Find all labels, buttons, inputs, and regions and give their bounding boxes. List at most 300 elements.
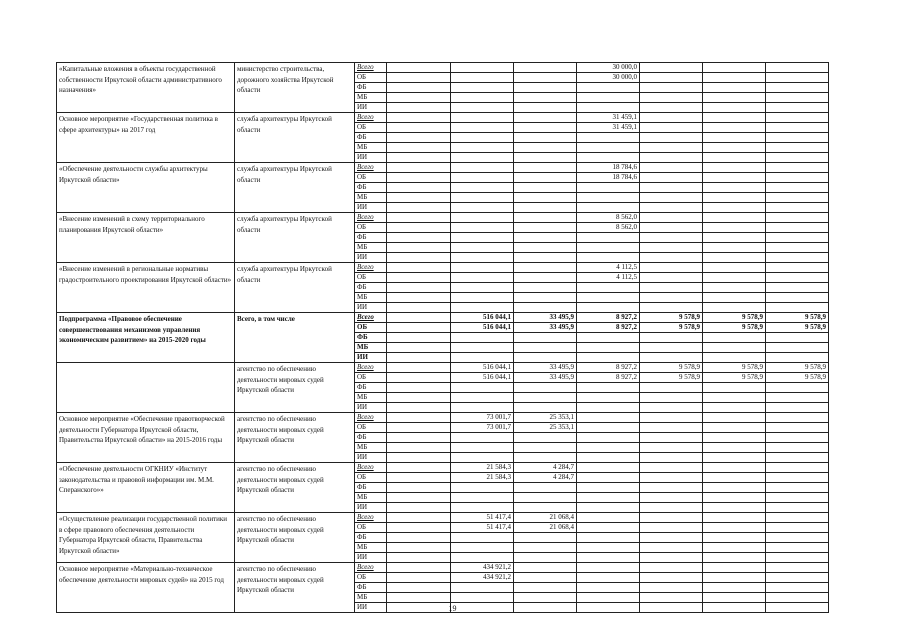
amount-cell: 33 495,9: [514, 373, 577, 383]
amount-cell: [514, 443, 577, 453]
amount-cell: [577, 353, 640, 363]
amount-cell: [387, 123, 451, 133]
amount-cell: [703, 353, 766, 363]
funding-source-cell: ФБ: [355, 283, 387, 293]
funding-source-cell: МБ: [355, 93, 387, 103]
amount-cell: [703, 573, 766, 583]
amount-cell: [640, 583, 703, 593]
amount-cell: 33 495,9: [514, 323, 577, 333]
amount-cell: [703, 513, 766, 523]
funding-source-cell: ИИ: [355, 503, 387, 513]
amount-cell: [451, 593, 514, 603]
amount-cell: [703, 83, 766, 93]
funding-source-cell: ОБ: [355, 573, 387, 583]
executor-cell: агентство по обеспечению деятельности мировых судей Иркутской области: [235, 463, 355, 513]
executor-cell: служба архитектуры Иркутской области: [235, 113, 355, 163]
amount-cell: [514, 283, 577, 293]
activity-name-cell: Основное мероприятие «Материально-техническое обеспечение деятельности мировых судей» на 2015 год: [57, 563, 235, 613]
amount-cell: 9 578,9: [766, 313, 829, 323]
amount-cell: [703, 403, 766, 413]
amount-cell: [387, 333, 451, 343]
amount-cell: [514, 73, 577, 83]
amount-cell: [577, 533, 640, 543]
amount-cell: [514, 183, 577, 193]
amount-cell: [577, 233, 640, 243]
amount-cell: [451, 333, 514, 343]
table-row: [57, 263, 892, 273]
amount-cell: [387, 463, 451, 473]
funding-source-cell: ФБ: [355, 83, 387, 93]
amount-cell: [577, 513, 640, 523]
amount-cell: [577, 543, 640, 553]
funding-source-cell: МБ: [355, 143, 387, 153]
funding-source-cell: ОБ: [355, 223, 387, 233]
amount-cell: [387, 303, 451, 313]
amount-cell: [451, 443, 514, 453]
amount-cell: [451, 213, 514, 223]
amount-cell: 9 578,9: [766, 373, 829, 383]
amount-cell: [766, 73, 829, 83]
amount-cell: [514, 143, 577, 153]
amount-cell: [766, 173, 829, 183]
amount-cell: [640, 63, 703, 73]
amount-cell: [766, 563, 829, 573]
amount-cell: [640, 203, 703, 213]
amount-cell: [387, 73, 451, 83]
amount-cell: [577, 303, 640, 313]
amount-cell: [387, 423, 451, 433]
amount-cell: [640, 133, 703, 143]
amount-cell: [577, 483, 640, 493]
funding-source-cell: ФБ: [355, 433, 387, 443]
amount-cell: [766, 473, 829, 483]
amount-cell: [387, 283, 451, 293]
amount-cell: [703, 193, 766, 203]
amount-cell: [577, 523, 640, 533]
amount-cell: [640, 183, 703, 193]
amount-cell: [387, 543, 451, 553]
amount-cell: [514, 103, 577, 113]
amount-cell: [387, 163, 451, 173]
amount-cell: [387, 563, 451, 573]
amount-cell: [577, 203, 640, 213]
amount-cell: [514, 303, 577, 313]
amount-cell: [577, 573, 640, 583]
amount-cell: 516 044,1: [451, 363, 514, 373]
funding-source-cell: ОБ: [355, 123, 387, 133]
amount-cell: [703, 73, 766, 83]
amount-cell: [766, 103, 829, 113]
amount-cell: [387, 103, 451, 113]
amount-cell: 73 001,7: [451, 423, 514, 433]
amount-cell: [577, 593, 640, 603]
amount-cell: [703, 473, 766, 483]
funding-source-cell: МБ: [355, 193, 387, 203]
amount-cell: [387, 513, 451, 523]
amount-cell: 25 353,1: [514, 413, 577, 423]
amount-cell: [387, 133, 451, 143]
amount-cell: [766, 223, 829, 233]
amount-cell: [766, 543, 829, 553]
amount-cell: [514, 63, 577, 73]
activity-name-cell: [57, 363, 235, 413]
amount-cell: [514, 403, 577, 413]
amount-cell: [514, 503, 577, 513]
funding-source-cell: Всего: [355, 263, 387, 273]
amount-cell: [451, 453, 514, 463]
amount-cell: [387, 443, 451, 453]
funding-source-cell: ОБ: [355, 423, 387, 433]
amount-cell: 9 578,9: [640, 313, 703, 323]
amount-cell: [640, 293, 703, 303]
executor-cell: Всего, в том числе: [235, 313, 355, 363]
amount-cell: 21 068,4: [514, 523, 577, 533]
amount-cell: 4 284,7: [514, 463, 577, 473]
funding-source-cell: Всего: [355, 513, 387, 523]
amount-cell: [766, 63, 829, 73]
amount-cell: [387, 493, 451, 503]
amount-cell: [703, 493, 766, 503]
amount-cell: [766, 483, 829, 493]
amount-cell: [451, 253, 514, 263]
amount-cell: [514, 223, 577, 233]
amount-cell: [766, 383, 829, 393]
amount-cell: 9 578,9: [640, 373, 703, 383]
amount-cell: [451, 353, 514, 363]
amount-cell: [451, 173, 514, 183]
amount-cell: [766, 243, 829, 253]
amount-cell: 4 112,5: [577, 263, 640, 273]
amount-cell: 21 068,4: [514, 513, 577, 523]
amount-cell: 8 927,2: [577, 323, 640, 333]
amount-cell: [640, 83, 703, 93]
funding-source-cell: Всего: [355, 363, 387, 373]
amount-cell: [451, 73, 514, 83]
amount-cell: 516 044,1: [451, 373, 514, 383]
amount-cell: [640, 253, 703, 263]
funding-source-cell: Всего: [355, 313, 387, 323]
amount-cell: [577, 183, 640, 193]
funding-source-cell: ИИ: [355, 403, 387, 413]
amount-cell: [387, 453, 451, 463]
amount-cell: 21 584,3: [451, 463, 514, 473]
funding-source-cell: МБ: [355, 443, 387, 453]
amount-cell: [577, 133, 640, 143]
amount-cell: [514, 93, 577, 103]
executor-cell: служба архитектуры Иркутской области: [235, 213, 355, 263]
amount-cell: [451, 533, 514, 543]
amount-cell: [451, 103, 514, 113]
amount-cell: 21 584,3: [451, 473, 514, 483]
amount-cell: [577, 553, 640, 563]
amount-cell: [514, 213, 577, 223]
amount-cell: [703, 463, 766, 473]
amount-cell: [387, 353, 451, 363]
amount-cell: [766, 573, 829, 583]
funding-source-cell: Всего: [355, 63, 387, 73]
amount-cell: [387, 533, 451, 543]
amount-cell: [577, 413, 640, 423]
funding-source-cell: ИИ: [355, 303, 387, 313]
amount-cell: [703, 563, 766, 573]
amount-cell: [577, 193, 640, 203]
amount-cell: [640, 233, 703, 243]
amount-cell: [703, 303, 766, 313]
amount-cell: [766, 493, 829, 503]
amount-cell: [766, 353, 829, 363]
activity-name-cell: Основное мероприятие «Государственная политика в сфере архитектуры» на 2017 год: [57, 113, 235, 163]
amount-cell: [451, 133, 514, 143]
amount-cell: [640, 563, 703, 573]
amount-cell: [640, 193, 703, 203]
amount-cell: [640, 113, 703, 123]
amount-cell: [577, 403, 640, 413]
amount-cell: [387, 433, 451, 443]
funding-source-cell: Всего: [355, 463, 387, 473]
amount-cell: [387, 473, 451, 483]
amount-cell: [766, 183, 829, 193]
amount-cell: [766, 163, 829, 173]
amount-cell: [640, 503, 703, 513]
amount-cell: [514, 263, 577, 273]
amount-cell: [577, 393, 640, 403]
amount-cell: [387, 153, 451, 163]
amount-cell: [766, 253, 829, 263]
amount-cell: [387, 223, 451, 233]
amount-cell: [640, 153, 703, 163]
amount-cell: 9 578,9: [766, 323, 829, 333]
amount-cell: 33 495,9: [514, 363, 577, 373]
amount-cell: [577, 83, 640, 93]
amount-cell: [766, 393, 829, 403]
amount-cell: [640, 453, 703, 463]
amount-cell: [451, 433, 514, 443]
amount-cell: [703, 163, 766, 173]
amount-cell: [640, 303, 703, 313]
activity-name-cell: «Обеспечение деятельности службы архитектуры Иркутской области»: [57, 163, 235, 213]
amount-cell: [640, 143, 703, 153]
table-row: [57, 413, 892, 423]
amount-cell: 18 784,6: [577, 173, 640, 183]
amount-cell: [387, 293, 451, 303]
amount-cell: [766, 443, 829, 453]
executor-cell: служба архитектуры Иркутской области: [235, 263, 355, 313]
executor-cell: служба архитектуры Иркутской области: [235, 163, 355, 213]
activity-name-cell: «Внесение изменений в схему территориального планирования Иркутской области»: [57, 213, 235, 263]
funding-source-cell: Всего: [355, 413, 387, 423]
amount-cell: [514, 173, 577, 183]
amount-cell: [703, 533, 766, 543]
amount-cell: [387, 93, 451, 103]
amount-cell: [514, 353, 577, 363]
amount-cell: [451, 493, 514, 503]
amount-cell: [766, 283, 829, 293]
amount-cell: [387, 483, 451, 493]
amount-cell: [514, 433, 577, 443]
amount-cell: [703, 553, 766, 563]
amount-cell: [577, 293, 640, 303]
table-row: [57, 113, 892, 123]
amount-cell: [387, 183, 451, 193]
amount-cell: [766, 413, 829, 423]
amount-cell: [577, 503, 640, 513]
funding-source-cell: ОБ: [355, 523, 387, 533]
amount-cell: [577, 283, 640, 293]
activity-name-cell: «Внесение изменений в региональные нормативы градостроительного проектирования Иркутской области»: [57, 263, 235, 313]
table-row: [57, 463, 892, 473]
table-row: [57, 163, 892, 173]
amount-cell: [514, 583, 577, 593]
amount-cell: [514, 113, 577, 123]
amount-cell: [451, 343, 514, 353]
amount-cell: [577, 93, 640, 103]
amount-cell: 8 562,0: [577, 223, 640, 233]
amount-cell: [703, 113, 766, 123]
amount-cell: [640, 413, 703, 423]
amount-cell: [640, 383, 703, 393]
executor-cell: агентство по обеспечению деятельности мировых судей Иркутской области: [235, 413, 355, 463]
activity-name-cell: «Капитальные вложения в объекты государственной собственности Иркутской области административного назначения»: [57, 63, 235, 113]
amount-cell: [514, 233, 577, 243]
amount-cell: 516 044,1: [451, 313, 514, 323]
amount-cell: [703, 123, 766, 133]
amount-cell: [451, 143, 514, 153]
amount-cell: [766, 273, 829, 283]
funding-source-cell: МБ: [355, 393, 387, 403]
activity-name-cell: Подпрограмма «Правовое обеспечение совершенствования механизмов управления экономическим развитием» на 2015-2020 годы: [57, 313, 235, 363]
amount-cell: [387, 343, 451, 353]
amount-cell: [387, 273, 451, 283]
amount-cell: [514, 123, 577, 133]
funding-source-cell: ОБ: [355, 323, 387, 333]
amount-cell: 434 921,2: [451, 573, 514, 583]
amount-cell: [387, 313, 451, 323]
amount-cell: [451, 243, 514, 253]
amount-cell: [514, 493, 577, 503]
amount-cell: [514, 83, 577, 93]
amount-cell: [451, 83, 514, 93]
amount-cell: [387, 573, 451, 583]
executor-cell: агентство по обеспечению деятельности мировых судей Иркутской области: [235, 363, 355, 413]
amount-cell: [703, 293, 766, 303]
activity-name-cell: Основное мероприятие «Обеспечение правотворческой деятельности Губернатора Иркутской области, Правительства Иркутской области» на 2015-2016 годы: [57, 413, 235, 463]
amount-cell: [766, 463, 829, 473]
amount-cell: [577, 583, 640, 593]
amount-cell: [451, 383, 514, 393]
amount-cell: [387, 233, 451, 243]
amount-cell: [451, 63, 514, 73]
funding-source-cell: ОБ: [355, 273, 387, 283]
amount-cell: [451, 263, 514, 273]
amount-cell: [387, 583, 451, 593]
amount-cell: [387, 243, 451, 253]
amount-cell: [640, 573, 703, 583]
funding-source-cell: ОБ: [355, 173, 387, 183]
amount-cell: [640, 123, 703, 133]
amount-cell: [766, 503, 829, 513]
amount-cell: [766, 553, 829, 563]
amount-cell: [703, 453, 766, 463]
funding-source-cell: ФБ: [355, 233, 387, 243]
amount-cell: [577, 383, 640, 393]
amount-cell: [766, 193, 829, 203]
amount-cell: [387, 203, 451, 213]
amount-cell: [640, 593, 703, 603]
amount-cell: [577, 463, 640, 473]
amount-cell: [514, 343, 577, 353]
funding-source-cell: ИИ: [355, 203, 387, 213]
amount-cell: [703, 223, 766, 233]
amount-cell: [640, 213, 703, 223]
amount-cell: 4 284,7: [514, 473, 577, 483]
amount-cell: [703, 383, 766, 393]
amount-cell: [577, 333, 640, 343]
amount-cell: [451, 283, 514, 293]
amount-cell: [514, 153, 577, 163]
amount-cell: [766, 153, 829, 163]
funding-source-cell: ОБ: [355, 473, 387, 483]
funding-source-cell: МБ: [355, 293, 387, 303]
funding-source-cell: ФБ: [355, 383, 387, 393]
amount-cell: [451, 273, 514, 283]
amount-cell: [766, 143, 829, 153]
funding-source-cell: МБ: [355, 543, 387, 553]
amount-cell: 30 000,0: [577, 63, 640, 73]
amount-cell: [514, 333, 577, 343]
amount-cell: [703, 423, 766, 433]
amount-cell: [577, 433, 640, 443]
amount-cell: [387, 393, 451, 403]
amount-cell: [514, 253, 577, 263]
amount-cell: [451, 553, 514, 563]
amount-cell: [514, 453, 577, 463]
amount-cell: [766, 303, 829, 313]
amount-cell: [640, 283, 703, 293]
amount-cell: [766, 133, 829, 143]
funding-source-cell: ФБ: [355, 333, 387, 343]
amount-cell: [703, 523, 766, 533]
executor-cell: министерство строительства, дорожного хозяйства Иркутской области: [235, 63, 355, 113]
amount-cell: [640, 223, 703, 233]
amount-cell: [387, 403, 451, 413]
amount-cell: [577, 473, 640, 483]
amount-cell: [577, 243, 640, 253]
amount-cell: [703, 103, 766, 113]
amount-cell: [766, 293, 829, 303]
funding-source-cell: ФБ: [355, 183, 387, 193]
amount-cell: 33 495,9: [514, 313, 577, 323]
amount-cell: [766, 453, 829, 463]
activity-name-cell: «Осуществление реализации государственной политики в сфере правового обеспечения деятельности Губернатора Иркутской области, Правительства Иркутской области»: [57, 513, 235, 563]
amount-cell: [703, 593, 766, 603]
amount-cell: [703, 333, 766, 343]
amount-cell: [703, 413, 766, 423]
amount-cell: [514, 163, 577, 173]
amount-cell: [640, 263, 703, 273]
amount-cell: [703, 203, 766, 213]
amount-cell: [703, 483, 766, 493]
table-row: [57, 313, 892, 323]
amount-cell: [640, 423, 703, 433]
amount-cell: [514, 273, 577, 283]
amount-cell: [766, 93, 829, 103]
funding-source-cell: ИИ: [355, 353, 387, 363]
amount-cell: [640, 473, 703, 483]
funding-source-cell: ФБ: [355, 483, 387, 493]
funding-source-cell: Всего: [355, 563, 387, 573]
table-row: [57, 563, 892, 573]
amount-cell: [703, 583, 766, 593]
